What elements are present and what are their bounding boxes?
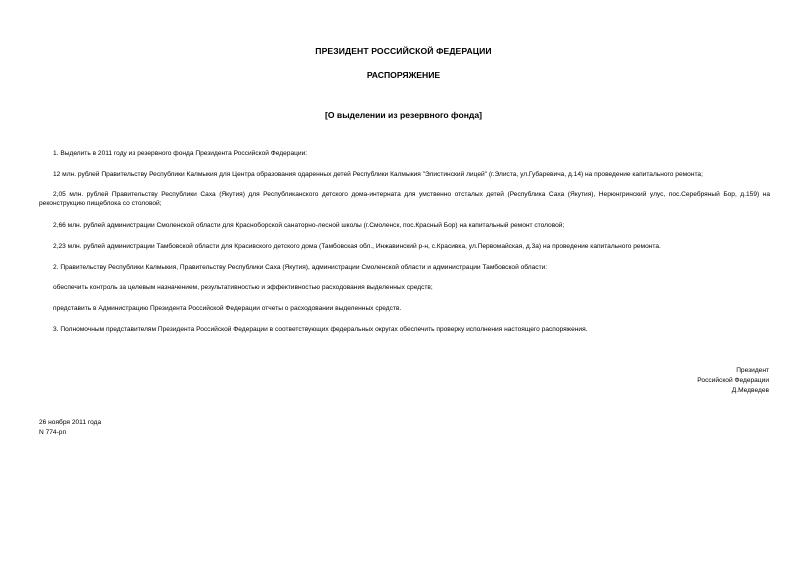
signature-organization: Российской Федерации bbox=[697, 377, 769, 384]
paragraph-4: 2,66 млн. рублей администрации Смоленской области для Красноборской санаторно-лесной школы (г.Смоленск, пос.Красный Бор) на капитальный ремонт столовой; bbox=[53, 222, 565, 229]
paragraph-6: 2. Правительству Республики Калмыкия, Правительству Республики Саха (Якутия), администрации Смоленской области и администрации Тамбовской области: bbox=[53, 264, 548, 271]
document-subject: [О выделении из резервного фонда] bbox=[325, 110, 482, 120]
document-footer bbox=[39, 418, 101, 438]
signature-position: Президент bbox=[736, 367, 769, 374]
signature-name: Д.Медведев bbox=[731, 387, 769, 394]
paragraph-5: 2,23 млн. рублей администрации Тамбовской области для Красивского детского дома (Тамбовская обл., Инжавинский р-н, с.Красивка, ул.Первомайская, д.3а) на проведение капитального ремонта. bbox=[53, 243, 661, 250]
signature-block bbox=[569, 366, 769, 396]
paragraph-1: 1. Выделить в 2011 году из резервного фонда Президента Российской Федерации: bbox=[53, 150, 308, 157]
paragraph-9: 3. Полномочным представителям Президента Российской Федерации в соответствующих федеральных округах обеспечить проверку исполнения настоящего распоряжения. bbox=[53, 326, 588, 333]
paragraph-3: 2,05 млн. рублей Правительству Республики Саха (Якутия) для Республиканского детского дома-интерната для умственно отсталых детей (Республика Саха (Якутия), Нерюнгринский улус, пос.Серебряный Бор, д.159) на реконструкцию пищеблока со столовой; bbox=[39, 191, 770, 207]
document-issuer-title: ПРЕЗИДЕНТ РОССИЙСКОЙ ФЕДЕРАЦИИ bbox=[315, 46, 492, 56]
paragraph-8: представить в Администрацию Президента Российской Федерации отчеты о расходовании выделенных средств. bbox=[53, 305, 402, 312]
document-number: N 774-рп bbox=[39, 429, 67, 436]
paragraph-7: обеспечить контроль за целевым назначением, результативностью и эффективностью расходования выделенных средств; bbox=[53, 284, 433, 291]
paragraph-2: 12 млн. рублей Правительству Республики Калмыкия для Центра образования одаренных детей Республики Калмыкия "Элистинский лицей" (г.Элиста, ул.Губаревича, д.14) на проведение капитального ремонта; bbox=[53, 171, 703, 178]
document-date: 26 ноября 2011 года bbox=[39, 419, 102, 426]
document-type-title: РАСПОРЯЖЕНИЕ bbox=[366, 70, 441, 80]
